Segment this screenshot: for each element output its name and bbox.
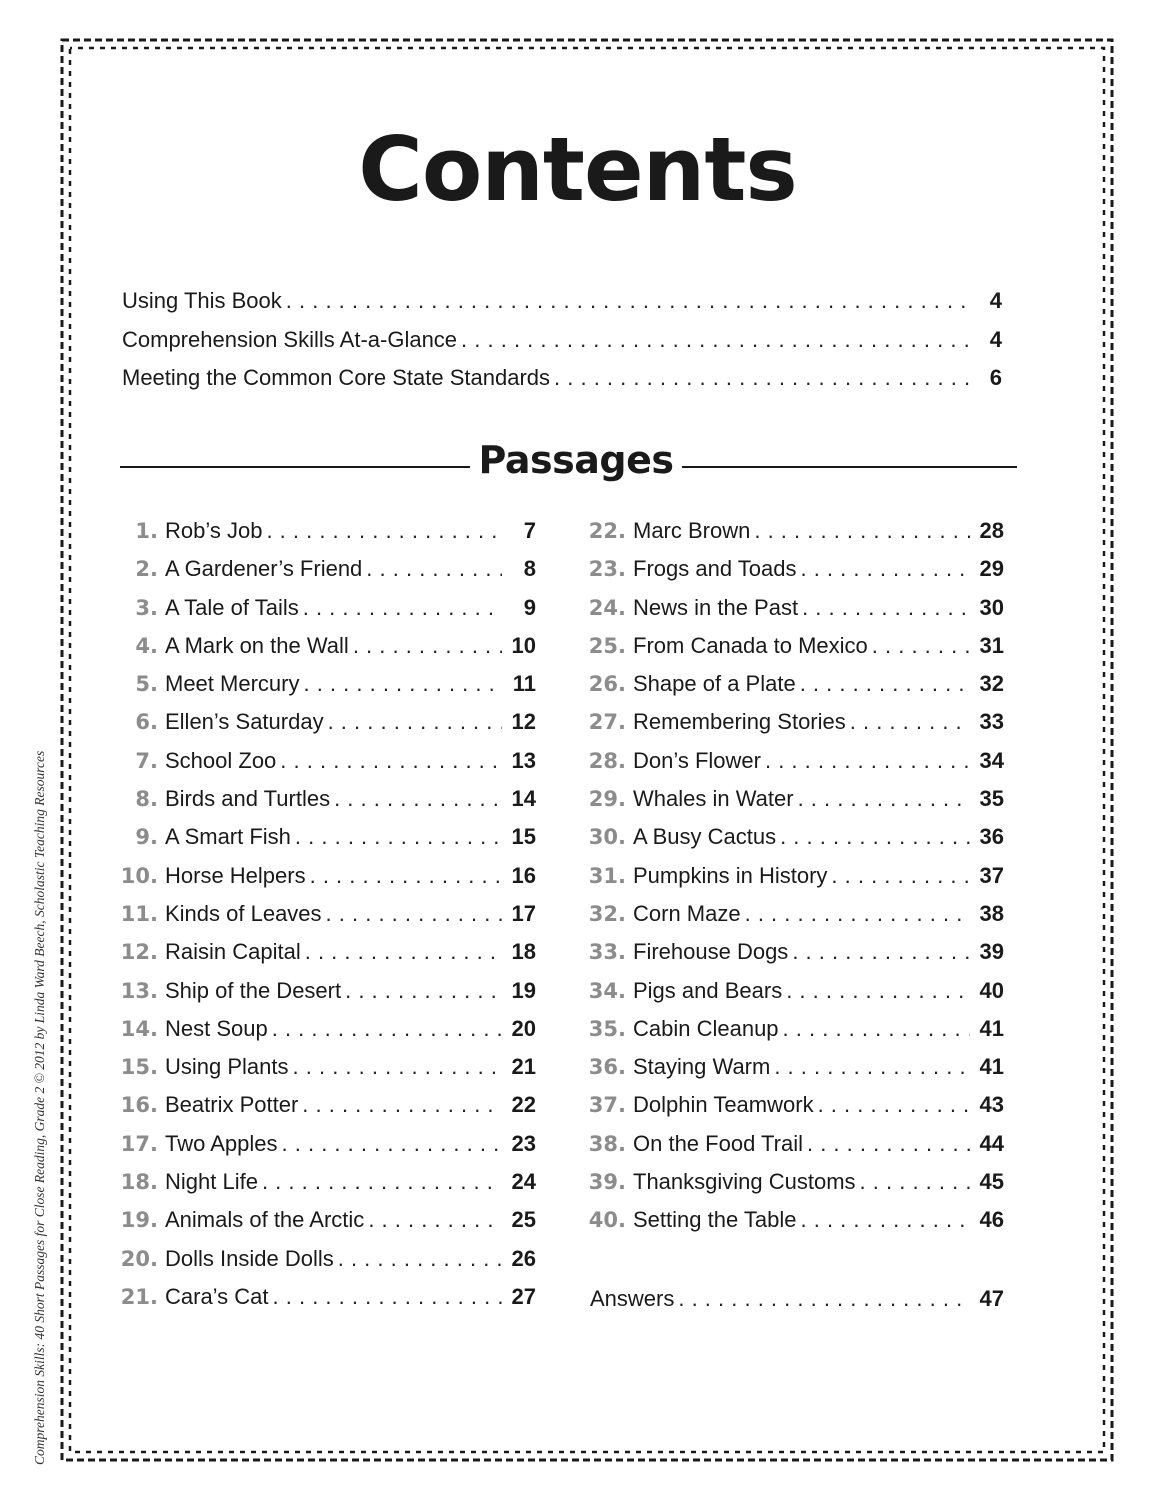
page-number: 26 [511, 1245, 536, 1271]
passage-number: 31. [588, 863, 626, 888]
passage-entry [120, 671, 536, 709]
passage-number: 32. [588, 901, 626, 926]
passage-number: 25. [588, 633, 626, 658]
dot-leader [286, 288, 974, 314]
page-number: 23 [511, 1130, 536, 1156]
passage-entry [120, 1246, 536, 1284]
dot-leader [345, 978, 502, 1004]
passage-number: 6. [135, 710, 158, 735]
passage-number: 1. [135, 519, 158, 543]
passage-title: Two Apples [165, 1130, 278, 1156]
dot-leader [774, 1054, 970, 1080]
page-number: 28 [979, 518, 1004, 543]
passage-title: Raisin Capital [165, 939, 301, 965]
dot-leader [783, 1016, 970, 1042]
passage-title: Horse Helpers [165, 862, 306, 888]
page-number: 16 [511, 862, 536, 888]
passage-title: A Busy Cactus [633, 824, 777, 850]
passage-number: 3. [135, 595, 158, 620]
passage-title: On the Food Trail [633, 1130, 803, 1156]
passage-number: 37. [588, 1093, 626, 1118]
passage-title: Thanksgiving Customs [633, 1169, 856, 1195]
passage-entry [588, 1054, 1004, 1092]
passage-number: 10. [120, 863, 158, 888]
dot-leader [368, 1207, 502, 1233]
dot-leader [745, 901, 970, 927]
passage-number: 38. [588, 1131, 626, 1156]
passage-number: 21. [120, 1284, 158, 1309]
page-number: 47 [979, 1286, 1004, 1311]
passage-number: 36. [588, 1055, 626, 1080]
dot-leader [786, 978, 970, 1004]
front-matter-list [122, 288, 1002, 404]
side-credit: Comprehension Skills: 40 Short Passages for Close Reading, Grade 2 © 2012 by Linda Ward Beech, Scholastic Teaching Resources [32, 750, 47, 1465]
passage-title: Birds and Turtles [165, 786, 331, 812]
dot-leader [831, 863, 970, 889]
passage-number: 35. [588, 1016, 626, 1041]
dot-leader [353, 633, 502, 659]
passage-title: Dolls Inside Dolls [165, 1245, 334, 1271]
passage-entry [120, 1016, 536, 1054]
passage-title: Staying Warm [633, 1054, 771, 1080]
dot-leader [282, 1131, 502, 1157]
page-number: 15 [511, 824, 536, 850]
passage-number: 23. [588, 557, 626, 582]
passage-title: Using Plants [165, 1054, 289, 1080]
dot-leader [872, 633, 970, 659]
dot-leader [293, 1054, 502, 1080]
dot-leader [366, 556, 502, 582]
passage-title: Pigs and Bears [633, 977, 783, 1003]
passage-number: 22. [588, 519, 626, 543]
passage-title: Night Life [165, 1169, 258, 1195]
passage-title: Beatrix Potter [165, 1092, 299, 1118]
passage-number: 17. [120, 1131, 158, 1156]
page-number: 9 [523, 594, 536, 620]
dot-leader [800, 671, 970, 697]
passage-number: 28. [588, 748, 626, 773]
passage-number: 5. [135, 672, 158, 697]
entry-label: Using This Book [122, 288, 282, 313]
passage-entry [588, 939, 1004, 977]
passage-entry [120, 1092, 536, 1130]
dot-leader [860, 1169, 970, 1195]
dot-leader [266, 518, 502, 544]
page-title: Contents [358, 118, 797, 221]
page-number: 41 [979, 1015, 1004, 1041]
dot-leader [818, 1092, 970, 1118]
passage-entry [120, 709, 536, 747]
passage-title: Cara’s Cat [165, 1283, 269, 1309]
section-title: Passages [478, 438, 674, 482]
passage-title: Rob’s Job [165, 518, 263, 543]
dot-leader [554, 365, 974, 391]
passage-entry [120, 824, 536, 862]
page-number: 34 [979, 747, 1004, 773]
section-rule-left [120, 466, 470, 468]
dot-leader [272, 1016, 502, 1042]
dot-leader [280, 748, 502, 774]
passage-title: School Zoo [165, 747, 277, 773]
dot-leader [461, 327, 974, 353]
page-number: 20 [511, 1015, 536, 1041]
page-number: 46 [979, 1207, 1004, 1233]
page-number: 6 [989, 365, 1002, 390]
passage-entry [588, 1207, 1004, 1245]
page-number: 45 [979, 1169, 1004, 1195]
page-number: 10 [511, 632, 536, 658]
page-number: 27 [511, 1283, 536, 1309]
passage-title: Dolphin Teamwork [633, 1092, 814, 1118]
passage-entry [120, 863, 536, 901]
passage-number: 19. [120, 1208, 158, 1233]
passage-entry [588, 1131, 1004, 1169]
passage-entry [588, 633, 1004, 671]
passage-number: 7. [135, 748, 158, 773]
passage-entry [120, 1284, 536, 1322]
dot-leader [807, 1131, 970, 1157]
passage-title: Corn Maze [633, 900, 741, 926]
passage-entry [588, 671, 1004, 709]
page-number: 17 [511, 900, 536, 926]
dot-leader [765, 748, 970, 774]
passage-title: Remembering Stories [633, 709, 846, 735]
passage-title: Pumpkins in History [633, 862, 828, 888]
passage-number: 8. [135, 787, 158, 812]
dot-leader [800, 556, 970, 582]
dot-leader [262, 1169, 502, 1195]
page-number: 31 [979, 632, 1004, 658]
passage-entry [588, 518, 1004, 556]
passage-entry [120, 556, 536, 594]
dot-leader [303, 671, 502, 697]
dot-leader [338, 1246, 502, 1272]
passage-title: Nest Soup [165, 1015, 268, 1041]
page-number: 37 [979, 862, 1004, 888]
section-rule-right [682, 466, 1017, 468]
passage-title: Marc Brown [633, 518, 751, 543]
page-number: 24 [511, 1169, 536, 1195]
passage-number: 14. [120, 1016, 158, 1041]
dot-leader [295, 824, 502, 850]
passage-title: Don’s Flower [633, 747, 761, 773]
passage-title: Ship of the Desert [165, 977, 342, 1003]
passage-entry [120, 1131, 536, 1169]
page-number: 30 [979, 594, 1004, 620]
dot-leader [850, 709, 970, 735]
page-number: 12 [511, 709, 536, 735]
passage-number: 40. [588, 1208, 626, 1233]
page-number: 7 [523, 518, 536, 543]
page-number: 40 [979, 977, 1004, 1003]
dot-leader [273, 1284, 502, 1310]
passage-title: Setting the Table [633, 1207, 797, 1233]
passage-entry [588, 978, 1004, 1016]
dot-leader [334, 786, 502, 812]
page-number: 32 [979, 671, 1004, 697]
passage-number: 9. [135, 825, 158, 850]
dot-leader [310, 863, 502, 889]
passage-entry [588, 556, 1004, 594]
passage-title: A Gardener’s Friend [165, 556, 363, 582]
passage-title: Animals of the Arctic [165, 1207, 365, 1233]
passage-entry [120, 748, 536, 786]
passage-number: 16. [120, 1093, 158, 1118]
passage-number: 2. [135, 557, 158, 582]
page-number: 22 [511, 1092, 536, 1118]
passage-title: Firehouse Dogs [633, 939, 789, 965]
passage-number: 13. [120, 978, 158, 1003]
page-number: 33 [979, 709, 1004, 735]
page-number: 21 [511, 1054, 536, 1080]
passage-number: 11. [120, 901, 158, 926]
page-number: 13 [511, 747, 536, 773]
passage-entry [588, 709, 1004, 747]
passage-number: 30. [588, 825, 626, 850]
passage-entry [588, 824, 1004, 862]
page-number: 41 [979, 1054, 1004, 1080]
passage-entry [120, 978, 536, 1016]
passage-title: Frogs and Toads [633, 556, 797, 582]
passage-entry [588, 1016, 1004, 1054]
page-number: 29 [979, 556, 1004, 582]
passage-entry [588, 748, 1004, 786]
entry-label: Meeting the Common Core State Standards [122, 365, 551, 390]
passage-title: News in the Past [633, 594, 799, 620]
passages-left-column [120, 518, 536, 1322]
page-number: 4 [989, 326, 1002, 352]
passage-number: 33. [588, 940, 626, 965]
dot-leader [802, 595, 970, 621]
passage-number: 15. [120, 1055, 158, 1080]
passage-entry [120, 786, 536, 824]
passage-number: 39. [588, 1170, 626, 1195]
page-number: 35 [979, 786, 1004, 812]
page-number: 14 [511, 786, 536, 812]
toc-entry [590, 1286, 1004, 1324]
dot-leader [678, 1286, 970, 1312]
section-header [120, 438, 1017, 494]
dot-leader [326, 901, 502, 927]
page-number: 36 [979, 824, 1004, 850]
answers-entry [590, 1286, 1004, 1324]
passage-number: 26. [588, 672, 626, 697]
dot-leader [792, 939, 970, 965]
passage-number: 24. [588, 595, 626, 620]
passage-number: 4. [135, 633, 158, 658]
page-number: 38 [979, 900, 1004, 926]
passage-number: 18. [120, 1170, 158, 1195]
passage-entry [588, 786, 1004, 824]
dot-leader [754, 518, 970, 544]
page-number: 19 [511, 977, 536, 1003]
passage-entry [120, 939, 536, 977]
passage-title: A Tale of Tails [165, 594, 299, 620]
passage-number: 20. [120, 1246, 158, 1271]
toc-entry [122, 365, 1002, 404]
passage-title: A Mark on the Wall [165, 632, 349, 658]
passage-entry [588, 863, 1004, 901]
passage-entry [120, 1169, 536, 1207]
page-number: 43 [979, 1092, 1004, 1118]
passage-number: 12. [120, 940, 158, 965]
passage-title: Whales in Water [633, 786, 794, 812]
page-number: 18 [511, 939, 536, 965]
passage-entry [120, 518, 536, 556]
toc-entry [122, 288, 1002, 327]
page-number: 8 [523, 556, 536, 582]
passage-entry [120, 595, 536, 633]
dot-leader [305, 939, 502, 965]
dot-leader [302, 1092, 502, 1118]
passage-title: Cabin Cleanup [633, 1015, 779, 1041]
passage-number: 34. [588, 978, 626, 1003]
passage-title: A Smart Fish [165, 824, 291, 850]
passage-entry [120, 633, 536, 671]
entry-label: Answers [590, 1286, 675, 1311]
page-number: 44 [979, 1130, 1004, 1156]
dot-leader [780, 824, 970, 850]
passage-number: 29. [588, 787, 626, 812]
page-number: 11 [512, 671, 536, 697]
passage-entry [588, 1092, 1004, 1130]
passage-entry [588, 1169, 1004, 1207]
passage-title: From Canada to Mexico [633, 632, 868, 658]
passage-title: Ellen’s Saturday [165, 709, 324, 735]
dot-leader [798, 786, 970, 812]
passage-title: Shape of a Plate [633, 671, 796, 697]
passage-entry [120, 1207, 536, 1245]
page-number: 25 [511, 1207, 536, 1233]
passage-entry [120, 1054, 536, 1092]
page-number: 39 [979, 939, 1004, 965]
passage-title: Kinds of Leaves [165, 900, 322, 926]
passage-entry [588, 595, 1004, 633]
passage-number: 27. [588, 710, 626, 735]
toc-entry [122, 327, 1002, 366]
passage-entry [588, 901, 1004, 939]
dot-leader [328, 709, 502, 735]
passage-entry [120, 901, 536, 939]
page-number: 4 [989, 288, 1002, 313]
entry-label: Comprehension Skills At-a-Glance [122, 326, 458, 352]
passages-right-column [588, 518, 1004, 1246]
passage-title: Meet Mercury [165, 671, 300, 697]
dot-leader [303, 595, 502, 621]
dot-leader [801, 1207, 971, 1233]
